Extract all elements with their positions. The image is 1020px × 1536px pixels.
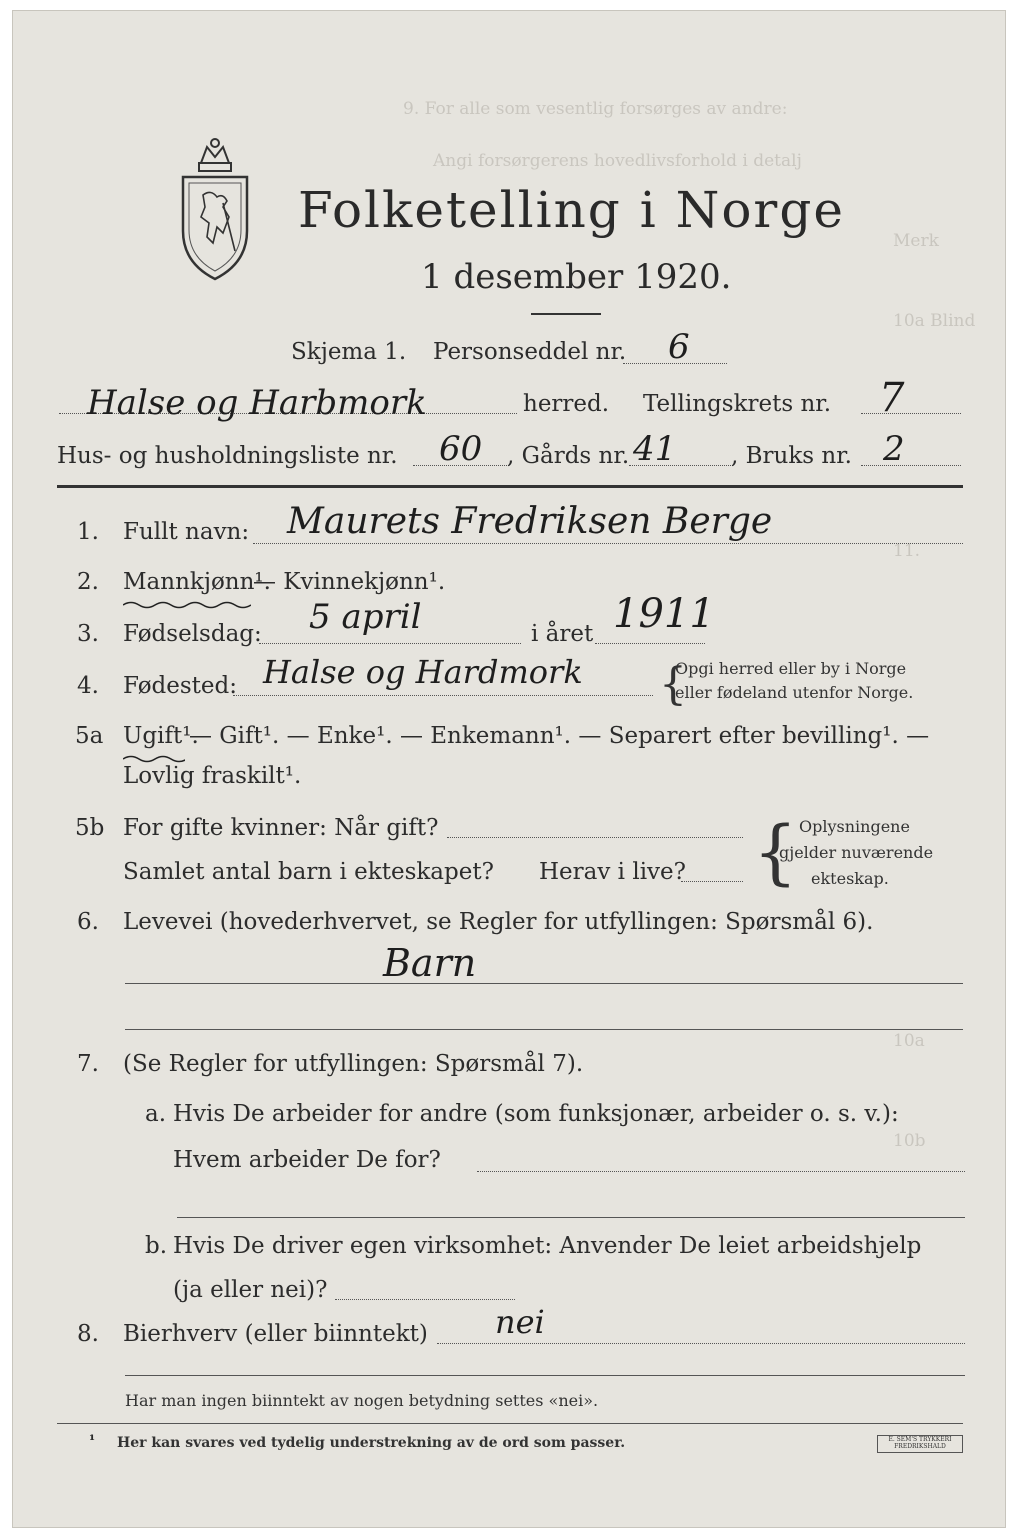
q8-number: 8.: [77, 1321, 99, 1347]
q7b-yesno-line: [335, 1299, 515, 1300]
q7-number: 7.: [77, 1051, 99, 1077]
q5a-other-options[interactable]: — Gift¹. — Enke¹. — Enkemann¹. — Separert efter bevilling¹. —: [189, 723, 930, 749]
q5a-number: 5a: [75, 723, 104, 749]
q5b-alive-line: [681, 881, 743, 882]
q3-label: Fødselsdag:: [123, 621, 262, 647]
q4-label: Fødested:: [123, 673, 238, 699]
q1-field-line: [253, 543, 963, 544]
skjema-label: Skjema 1.: [291, 339, 407, 365]
q5b-married-when-label: For gifte kvinner: Når gift?: [123, 815, 439, 841]
q6-number: 6.: [77, 909, 99, 935]
q5b-note-line3: ekteskap.: [811, 869, 889, 888]
q8-field-line: [437, 1343, 965, 1344]
q6-answer-line-2: [125, 1029, 963, 1030]
q1-number: 1.: [77, 519, 99, 545]
footnote-mark: ¹: [89, 1433, 96, 1449]
q8-sideincome-value[interactable]: nei: [495, 1303, 545, 1341]
q2-male-option[interactable]: Mannkjønn¹.: [123, 569, 271, 595]
herred-label: herred.: [523, 391, 610, 417]
tellingskrets-label: Tellingskrets nr.: [643, 391, 832, 417]
gards-label: , Gårds nr.: [507, 443, 630, 469]
q4-birthplace-value[interactable]: Halse og Hardmork: [263, 653, 583, 691]
q6-occupation-value[interactable]: Barn: [383, 941, 477, 985]
census-date: 1 desember 1920.: [421, 257, 732, 297]
q7a-extra-line: [177, 1217, 965, 1218]
q1-fullname-value[interactable]: Maurets Fredriksen Berge: [287, 501, 773, 542]
q5b-alive-label: Herav i live?: [539, 859, 686, 885]
q4-note-brace: {: [659, 659, 687, 710]
printer-stamp-text: E. SEM'S TRYKKERI FREDRIKSHALD: [888, 1436, 952, 1450]
q1-label: Fullt navn:: [123, 519, 250, 545]
q3-year-label: i året: [531, 621, 594, 647]
q5b-children-label: Samlet antal barn i ekteskapet?: [123, 859, 494, 885]
q7a-employer-line: [477, 1171, 965, 1172]
q5a-ugift-option[interactable]: Ugift¹.: [123, 723, 199, 749]
q2-female-option[interactable]: — Kvinnekjønn¹.: [253, 569, 446, 595]
footnote-text: Her kan svares ved tydelig understrekning av de ord som passer.: [117, 1435, 626, 1451]
q7-label: (Se Regler for utfyllingen: Spørsmål 7).: [123, 1051, 584, 1077]
q7b-letter: b.: [145, 1233, 168, 1259]
q7b-yesno-label: (ja eller nei)?: [173, 1277, 328, 1303]
q5a-fraskilt-option[interactable]: Lovlig fraskilt¹.: [123, 763, 302, 789]
q7a-employer-label: Hvem arbeider De for?: [173, 1147, 441, 1173]
q3-date-field-line: [259, 643, 521, 644]
q5b-number: 5b: [75, 815, 105, 841]
q7a-label: Hvis De arbeider for andre (som funksjonær, arbeider o. s. v.):: [173, 1101, 899, 1127]
printer-stamp: [877, 1435, 963, 1453]
q4-number: 4.: [77, 673, 99, 699]
q6-answer-line-1: [125, 983, 963, 984]
q3-birthday-value[interactable]: 5 april: [309, 597, 422, 637]
q5b-married-when-line: [447, 837, 743, 838]
footer-note: Har man ingen biinntekt av nogen betydning settes «nei».: [125, 1391, 599, 1410]
bruks-value[interactable]: 2: [883, 429, 905, 469]
tellingskrets-value[interactable]: 7: [879, 375, 905, 421]
q5b-note-line1: Oplysningene: [799, 817, 910, 836]
q2-male-underline: [123, 595, 251, 614]
header-rule: [57, 485, 963, 488]
q8-label: Bierhverv (eller biinntekt): [123, 1321, 428, 1347]
q3-year-field-line: [595, 643, 705, 644]
q5b-note-line2: gjelder nuværende: [779, 843, 934, 862]
hus-value[interactable]: 60: [439, 429, 483, 469]
q2-number: 2.: [77, 569, 99, 595]
hus-label: Hus- og husholdningsliste nr.: [57, 443, 398, 469]
herred-value[interactable]: Halse og Harbmork: [87, 383, 427, 423]
norway-coat-of-arms-logo: [173, 133, 257, 287]
form-title: Folketelling i Norge: [298, 181, 845, 239]
bruks-field-line: [861, 465, 961, 466]
q3-year-value[interactable]: 1911: [613, 591, 715, 637]
personseddel-label: Personseddel nr.: [433, 339, 627, 365]
footnote-rule: [57, 1423, 963, 1424]
q7b-label: Hvis De driver egen virksomhet: Anvender De leiet arbeidshjelp: [173, 1233, 922, 1259]
bruks-label: , Bruks nr.: [731, 443, 852, 469]
personseddel-value[interactable]: 6: [668, 327, 690, 367]
q4-note-line1: Opgi herred eller by i Norge: [675, 659, 907, 678]
gards-value[interactable]: 41: [633, 429, 677, 469]
census-form-page: 9. For alle som vesentlig forsørges av andre: Angi forsørgerens hovedlivsforhold i detalj Merk 10a Blind 11. 10a 10b Folketelling i Norge 1 desember 1920. Skjema 1. Personseddel nr. 6 Halse og Harbmork herred. Tellingskrets nr. 7 Hus- og husholdningsliste nr. 60 , Gårds nr. 41 , Bruks nr. 2 1. Fullt navn: Maurets Fredriksen Berge 2. Mannkjønn¹. — Kvinnekjønn¹. 3. Fødselsdag: 5 april i året 1911 4. Fødested: Halse og Hardmork { Opgi herred eller by i Norge eller fødeland utenfor Norge. 5a Ugift¹. — Gift¹. — Enke¹. — Enkemann¹. — Separert efter bevilling¹. — Lovlig fraskilt¹. 5b For gifte kvinner: Når gift? Samlet antal barn i ekteskapet? Herav i live? { Oplysningene gjelder nuværende ekteskap. 6. Levevei (hovederhvervet, se Regler for utfyllingen: Spørsmål 6). Barn 7. (Se Regler for utfyllingen: Spørsmål 7). a. Hvis De arbeider for andre (som funksjonær, arbeider o. s. v.): Hvem arbeider De for? b. Hvis De driver egen virksomhet: Anvender De leiet arbeidshjelp (ja eller nei)? 8. Bierhverv (eller biinntekt) nei Har man ingen biinntekt av nogen betydning settes «nei». ¹ Her kan svares ved tydelig understrekning av de ord som passer. E. SEM'S TRYKKERI FREDRIKSHALD: [12, 10, 1006, 1528]
q5b-note-brace: {: [753, 811, 798, 893]
q7a-letter: a.: [145, 1101, 167, 1127]
footer-rule: [125, 1375, 965, 1376]
q6-label: Levevei (hovederhvervet, se Regler for utfyllingen: Spørsmål 6).: [123, 909, 874, 935]
tellingskrets-field-line: [861, 413, 961, 414]
q4-note-line2: eller fødeland utenfor Norge.: [675, 683, 914, 702]
q4-field-line: [233, 695, 653, 696]
q3-number: 3.: [77, 621, 99, 647]
title-divider: [531, 313, 601, 315]
